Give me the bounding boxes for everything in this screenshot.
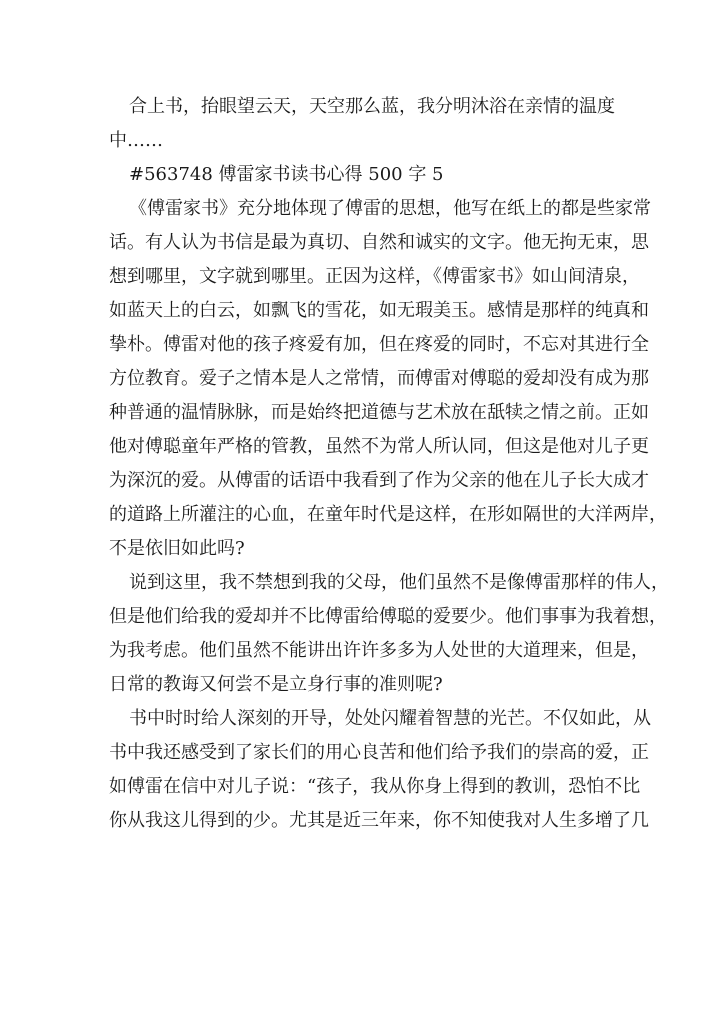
text-line: 合上书，抬眼望云天，天空那么蓝，我分明沐浴在亲情的温度 [129, 96, 615, 117]
text-line: 话。有人认为书信是最为真切、自然和诚实的文字。他无拘无束，思 [109, 232, 649, 253]
text-line: 不是依旧如此吗? [109, 538, 245, 559]
text-line: 《傅雷家书》充分地体现了傅雷的思想，他写在纸上的都是些家常 [129, 198, 651, 219]
text-line: 你从我这儿得到的少。尤其是近三年来，你不知使我对人生多增了几 [109, 810, 649, 831]
text-line: 方位教育。爱子之情本是人之常情，而傅雷对傅聪的爱却没有成为那 [109, 368, 649, 389]
text-line: 如傅雷在信中对儿子说：“孩子，我从你身上得到的教训，恐怕不比 [109, 776, 641, 797]
text-line: 书中时时给人深刻的开导，处处闪耀着智慧的光芒。不仅如此，从 [129, 708, 651, 729]
text-line: 但是他们给我的爱却并不比傅雷给傅聪的爱要少。他们事事为我着想， [109, 606, 667, 627]
text-line: 想到哪里，文字就到哪里。正因为这样，《傅雷家书》如山间清泉， [109, 266, 640, 287]
text-line: 如蓝天上的白云，如飘飞的雪花，如无瑕美玉。感情是那样的纯真和 [109, 300, 649, 321]
text-line: 种普通的温情脉脉，而是始终把道德与艺术放在舐犊之情之前。正如 [109, 402, 649, 423]
text-line: 为深沉的爱。从傅雷的话语中我看到了作为父亲的他在儿子长大成才 [109, 470, 649, 491]
text-line: 为我考虑。他们虽然不能讲出许许多多为人处世的大道理来，但是， [109, 640, 649, 661]
section-heading: #563748 傅雷家书读书心得 500 字 5 [129, 164, 444, 185]
text-line: 日常的教诲又何尝不是立身行事的准则呢? [109, 674, 443, 695]
text-line: 挚朴。傅雷对他的孩子疼爱有加，但在疼爱的同时，不忘对其进行全 [109, 334, 649, 355]
document-body [109, 90, 669, 838]
text-line: 的道路上所灌注的心血，在童年时代是这样，在形如隔世的大洋两岸， [109, 504, 667, 525]
text-line: 书中我还感受到了家长们的用心良苦和他们给予我们的崇高的爱，正 [109, 742, 649, 763]
text-line: 说到这里，我不禁想到我的父母，他们虽然不是像傅雷那样的伟人， [129, 572, 669, 593]
text-line: 中…… [109, 130, 163, 151]
text-line: 他对傅聪童年严格的管教，虽然不为常人所认同，但这是他对儿子更 [109, 436, 649, 457]
